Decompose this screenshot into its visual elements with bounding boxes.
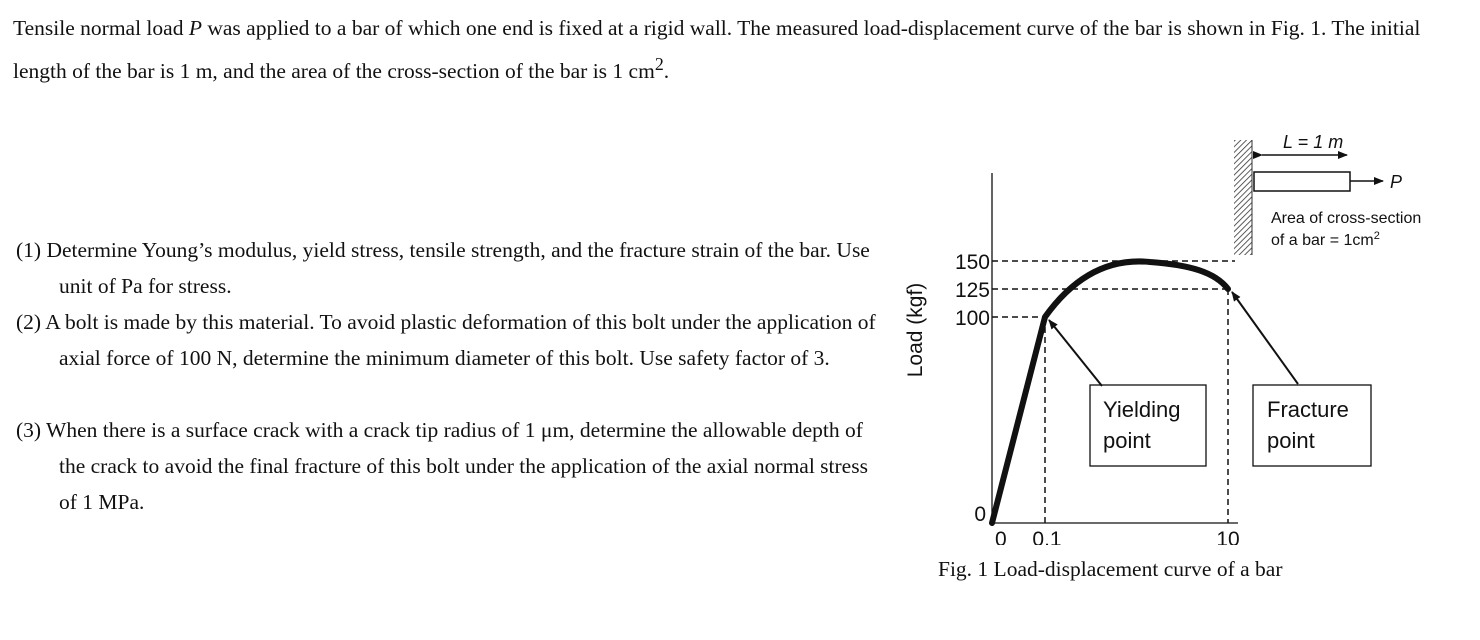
question-3: (3) When there is a surface crack with a crack tip radius of 1 μm, determine the allowable depth of the crack to avoid the final fracture of this bolt under the application of the axial normal stress of 1 MPa.	[16, 418, 868, 514]
area-label-line1: Area of cross-section	[1271, 210, 1422, 227]
x-tick-0: 0	[995, 528, 1007, 545]
load-symbol: P	[188, 16, 202, 40]
fracture-label-line1: Fracture	[1267, 397, 1349, 422]
yield-label-line1: Yielding	[1103, 397, 1181, 422]
yield-label-line2: point	[1103, 428, 1151, 453]
y-tick-125: 125	[954, 279, 990, 302]
intro-superscript: 2	[654, 54, 664, 74]
rigid-wall	[1234, 140, 1252, 255]
load-label: P	[1390, 172, 1403, 192]
fracture-arrow	[1232, 292, 1298, 384]
area-label-sup: 2	[1373, 230, 1380, 242]
figure-caption: Fig. 1 Load-displacement curve of a bar	[938, 557, 1283, 581]
length-label: L = 1 m	[1283, 132, 1344, 152]
intro-text-b: was applied to a bar of which one end is fixed at a rigid wall. The measured load-displacement curve of the bar is shown in Fig. 1. The initial length of the bar is 1 m, and the area of the cross-section of the bar is 1 cm	[13, 16, 1421, 84]
x-tick-10: 10	[1216, 528, 1240, 545]
load-displacement-figure	[880, 125, 1470, 545]
yield-arrow	[1049, 320, 1102, 386]
y-tick-150: 150	[954, 251, 990, 274]
intro-text-a: Tensile normal load	[13, 16, 189, 40]
bar	[1254, 172, 1350, 191]
question-2: (2) A bolt is made by this material. To avoid plastic deformation of this bolt under the application of axial force of 100 N, determine the minimum diameter of this bolt. Use safety factor of 3.	[16, 310, 876, 370]
area-label-line2	[1271, 230, 1380, 249]
y-tick-0: 0	[974, 503, 986, 526]
intro-end: .	[663, 59, 670, 84]
area-label-text: of a bar = 1cm	[1271, 232, 1374, 249]
x-tick-0-1: 0.1	[1032, 528, 1062, 545]
problem-intro	[13, 10, 1463, 89]
y-tick-100: 100	[954, 307, 990, 330]
y-axis-label: Load (kgf)	[904, 282, 927, 378]
question-1: (1) Determine Young’s modulus, yield stress, tensile strength, and the fracture strain of the bar. Use unit of Pa for stress.	[16, 238, 870, 298]
fracture-label-line2: point	[1267, 428, 1315, 453]
